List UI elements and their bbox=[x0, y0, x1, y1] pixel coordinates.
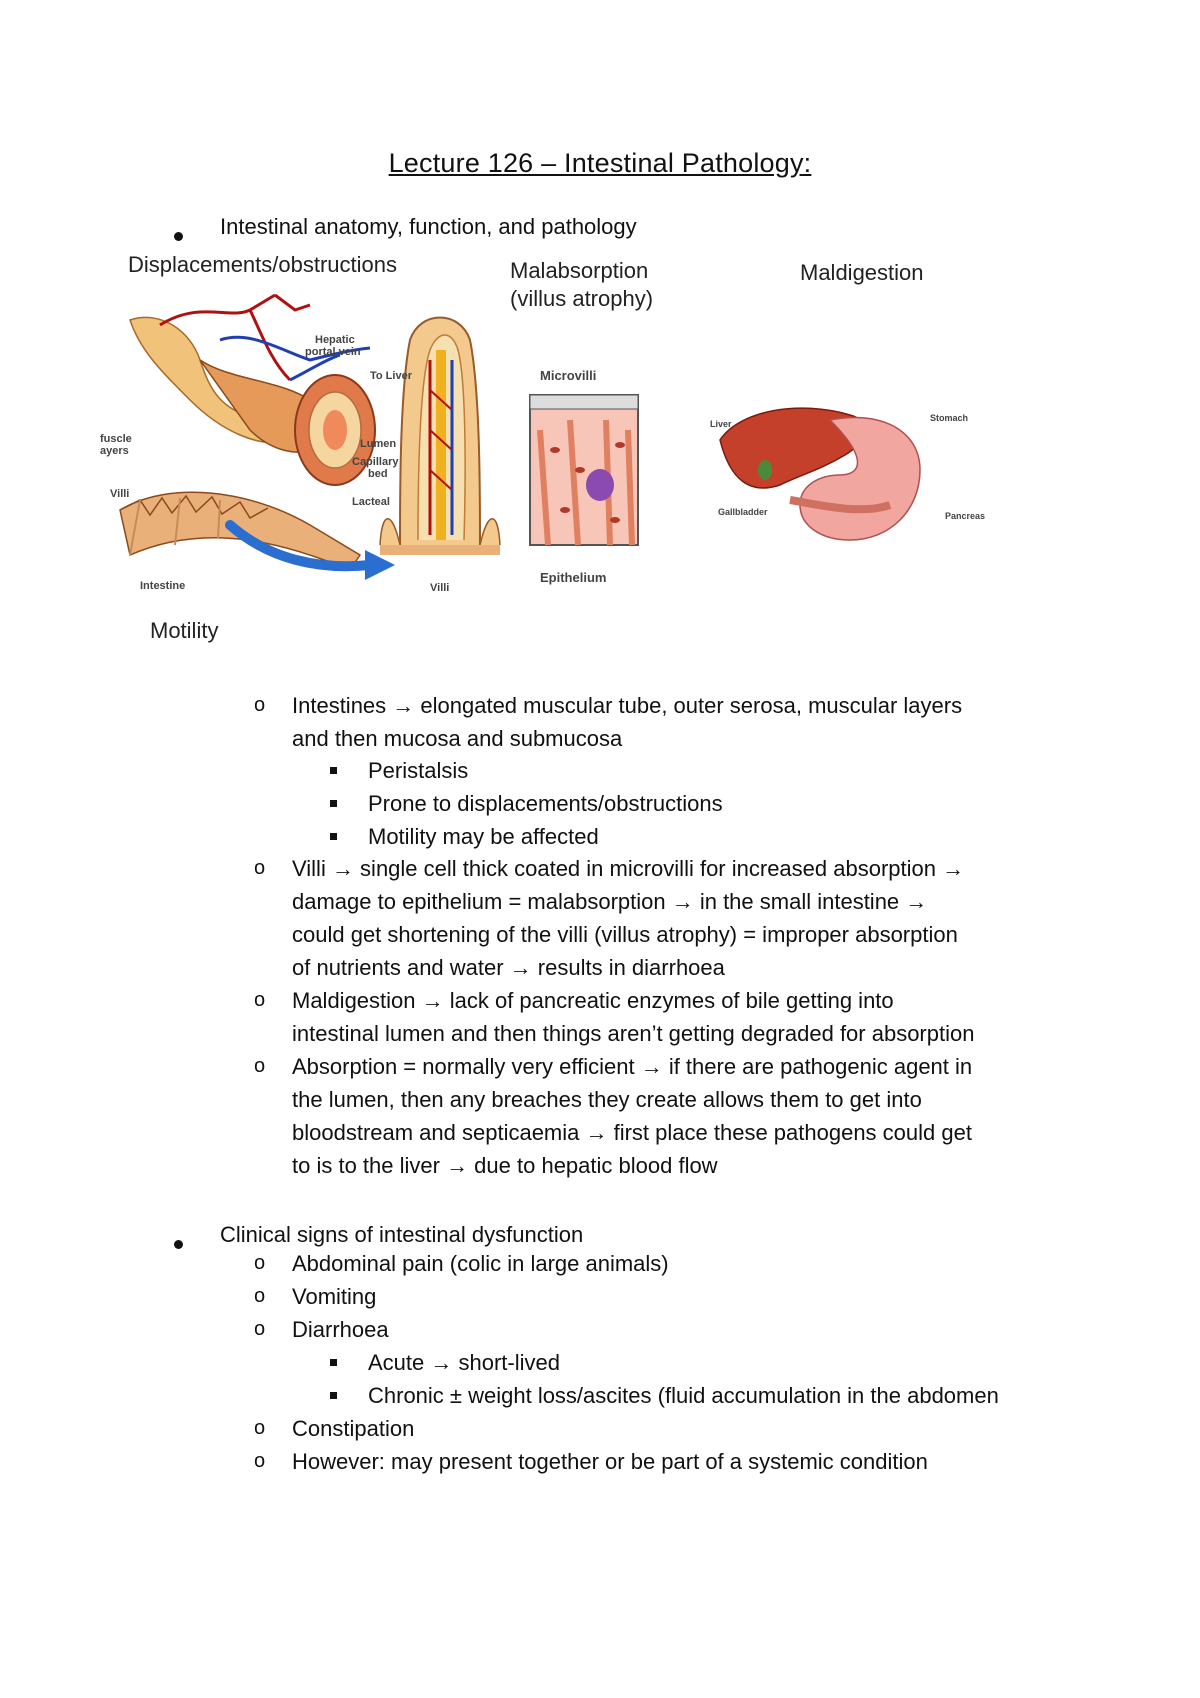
sub-bullet-text bbox=[292, 852, 964, 984]
anatomy-label: Hepatic bbox=[315, 334, 355, 346]
text-line: of nutrients and water → results in diarrhoea bbox=[292, 955, 725, 980]
text-line: could get shortening of the villi (villus atrophy) = improper absorption bbox=[292, 922, 958, 947]
sub-bullet-marker: o bbox=[254, 1450, 266, 1472]
figure-label-villus-atrophy: (villus atrophy) bbox=[510, 286, 654, 311]
text-line: Maldigestion → lack of pancreatic enzymes of bile getting into bbox=[292, 988, 894, 1013]
villus-drawing bbox=[380, 318, 500, 556]
sub-bullet-marker: o bbox=[254, 1417, 266, 1439]
sub-bullet-text: Diarrhoea bbox=[292, 1317, 389, 1342]
sub-bullet-marker: o bbox=[254, 989, 266, 1011]
sub-bullet-marker: o bbox=[254, 1285, 266, 1307]
sub-bullet-marker: o bbox=[254, 1318, 266, 1340]
sub-bullet-text: Constipation bbox=[292, 1416, 415, 1441]
anatomy-label: bed bbox=[368, 468, 388, 480]
bullet-marker bbox=[174, 1240, 183, 1249]
text-line: intestinal lumen and then things aren’t getting degraded for absorption bbox=[292, 1021, 975, 1046]
anatomy-label: Pancreas bbox=[945, 511, 986, 521]
text-line: to is to the liver → due to hepatic blood flow bbox=[292, 1153, 718, 1178]
bullet-marker bbox=[174, 232, 183, 241]
square-bullet-marker bbox=[330, 833, 337, 840]
anatomy-label: Liver bbox=[710, 419, 732, 429]
sub-sub-bullet-text: Chronic ± weight loss/ascites (fluid accumulation in the abdomen bbox=[368, 1383, 999, 1408]
liver-stomach-drawing bbox=[720, 408, 920, 540]
sub-bullet-text: Abdominal pain (colic in large animals) bbox=[292, 1251, 669, 1276]
anatomy-label: Intestine bbox=[140, 580, 186, 592]
anatomy-label: ayers bbox=[100, 445, 129, 457]
anatomy-figure bbox=[100, 252, 1030, 670]
anatomy-label: Villi bbox=[430, 582, 450, 594]
sub-bullet-text bbox=[292, 984, 974, 1050]
text-line: Villi → single cell thick coated in microvilli for increased absorption → bbox=[292, 856, 965, 881]
figure-label-displacements: Displacements/obstructions bbox=[128, 252, 398, 277]
sub-bullet-text: However: may present together or be part of a systemic condition bbox=[292, 1449, 928, 1474]
bullet-text: Intestinal anatomy, function, and pathology bbox=[220, 214, 637, 239]
sub-bullet-marker: o bbox=[254, 694, 266, 716]
text-line: bloodstream and septicaemia → first place these pathogens could get bbox=[292, 1120, 972, 1145]
sub-bullet-marker: o bbox=[254, 857, 266, 879]
sub-sub-bullet-text: Peristalsis bbox=[368, 758, 469, 783]
text-line: and then mucosa and submucosa bbox=[292, 726, 623, 751]
figure-label-motility: Motility bbox=[150, 618, 219, 643]
sub-bullet-text bbox=[292, 1050, 972, 1182]
sub-sub-bullet-text: Prone to displacements/obstructions bbox=[368, 791, 723, 816]
text-line: damage to epithelium = malabsorption → in the small intestine → bbox=[292, 889, 928, 914]
figure-label-maldigestion: Maldigestion bbox=[800, 260, 924, 285]
anatomy-label: fuscle bbox=[100, 433, 132, 445]
anatomy-label: portal vein bbox=[305, 346, 361, 358]
square-bullet-marker bbox=[330, 767, 337, 774]
anatomy-label: Stomach bbox=[930, 413, 969, 423]
sub-bullet-marker: o bbox=[254, 1252, 266, 1274]
square-bullet-marker bbox=[330, 800, 337, 807]
square-bullet-marker bbox=[330, 1392, 337, 1399]
anatomy-label: Capillary bbox=[352, 456, 399, 468]
figure-label-malabsorption: Malabsorption bbox=[510, 258, 649, 283]
anatomy-label: Epithelium bbox=[540, 570, 607, 585]
sub-bullet-text bbox=[292, 689, 962, 755]
anatomy-label: Microvilli bbox=[540, 368, 597, 383]
bullet-text: Clinical signs of intestinal dysfunction bbox=[220, 1222, 584, 1247]
anatomy-illustration bbox=[100, 270, 1030, 670]
square-bullet-marker bbox=[330, 1359, 337, 1366]
microvilli-drawing bbox=[530, 395, 638, 545]
sub-bullet-marker: o bbox=[254, 1055, 266, 1077]
sub-bullet-text: Vomiting bbox=[292, 1284, 377, 1309]
anatomy-label: To Liver bbox=[370, 370, 412, 382]
text-line: the lumen, then any breaches they create allows them to get into bbox=[292, 1087, 922, 1112]
sub-sub-bullet-text: Acute → short-lived bbox=[368, 1350, 560, 1375]
text-line: Absorption = normally very efficient → if there are pathogenic agent in bbox=[292, 1054, 973, 1079]
anatomy-label: Lumen bbox=[360, 438, 397, 450]
text-line: Intestines → elongated muscular tube, outer serosa, muscular layers bbox=[292, 693, 963, 718]
anatomy-label: Lacteal bbox=[352, 496, 390, 508]
anatomy-label: Villi bbox=[110, 488, 130, 500]
anatomy-label: Gallbladder bbox=[718, 507, 768, 517]
sub-sub-bullet-text: Motility may be affected bbox=[368, 824, 599, 849]
page-title: Lecture 126 – Intestinal Pathology: bbox=[388, 148, 812, 178]
